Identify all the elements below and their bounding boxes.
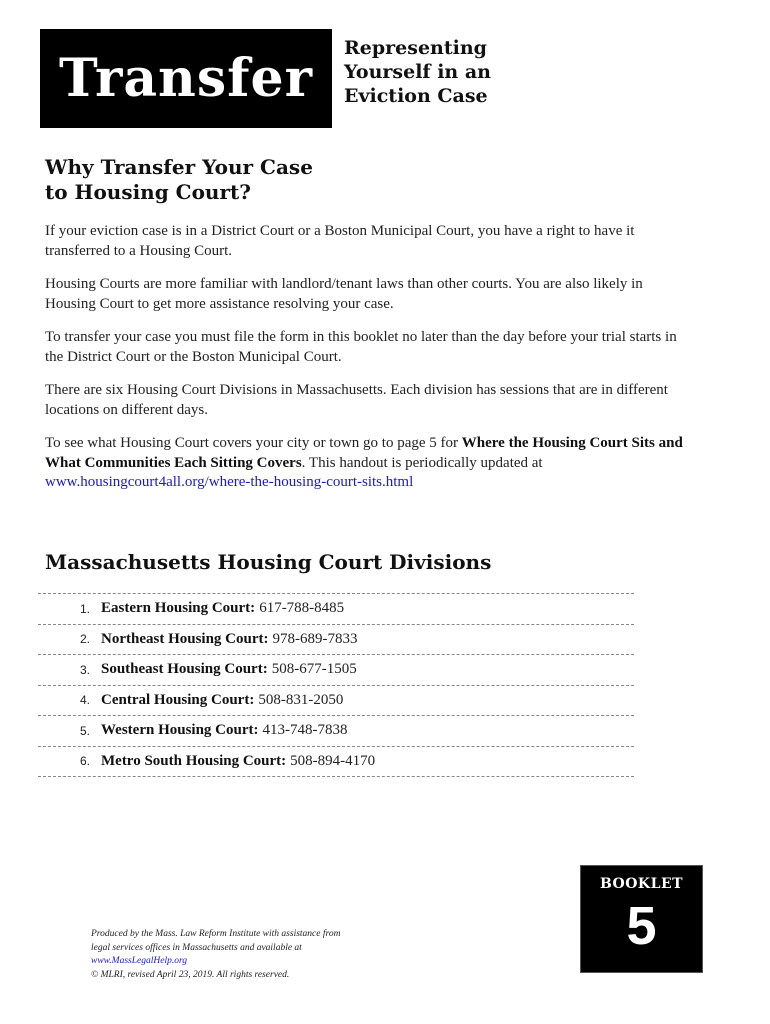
booklet-number: 5 [626, 896, 657, 956]
list-item [38, 716, 634, 747]
divisions-heading: Massachusetts Housing Court Divisions [45, 550, 492, 574]
masslegalhelp-link[interactable]: www.MassLegalHelp.org [91, 956, 188, 966]
item-number: 4. [79, 693, 90, 708]
document-subtitle [344, 36, 544, 108]
paragraph-text: . This handout is periodically updated at [301, 454, 543, 471]
booklet-label: BOOKLET [599, 876, 684, 892]
item-number: 2. [79, 632, 90, 647]
subtitle-line: Representing [344, 37, 487, 59]
why-transfer-heading [45, 155, 365, 205]
court-sits-link[interactable]: www.housingcourt4all.org/where-the-housing-court-sits.html [45, 474, 414, 490]
list-item [38, 625, 634, 656]
list-item [38, 655, 634, 686]
court-name: Western Housing Court: [101, 722, 259, 739]
subtitle-line: Yourself in an [344, 61, 491, 83]
why-transfer-body [45, 222, 695, 507]
paragraph: To transfer your case you must file the form in this booklet no later than the day before your trial starts in the District Court or the Boston Municipal Court. [45, 329, 677, 365]
list-item [38, 747, 634, 778]
court-phone: 978-689-7833 [272, 630, 358, 647]
footer-line: © MLRI, revised April 23, 2019. All rights reserved. [91, 969, 290, 980]
paragraph-text: To see what Housing Court covers your city or town go to page 5 for [45, 435, 462, 451]
document-title: Transfer [59, 48, 313, 109]
booklet-badge [580, 865, 703, 973]
court-phone: 413-748-7838 [262, 722, 348, 739]
item-number: 3. [79, 662, 90, 677]
divisions-list [38, 593, 634, 777]
footer-credits [91, 928, 431, 982]
list-item [38, 686, 634, 717]
court-name: Southeast Housing Court: [101, 661, 268, 678]
footer-line: Produced by the Mass. Law Reform Institute with assistance from [91, 929, 341, 939]
heading-line: to Housing Court? [45, 180, 251, 204]
court-name: Eastern Housing Court: [101, 600, 256, 617]
court-phone: 508-677-1505 [271, 661, 357, 678]
paragraph [45, 434, 695, 493]
court-name: Northeast Housing Court: [101, 630, 269, 647]
subtitle-line: Eviction Case [344, 85, 488, 107]
court-name: Central Housing Court: [101, 691, 255, 708]
list-item [38, 594, 634, 625]
item-number: 6. [79, 754, 90, 769]
title-banner [40, 29, 332, 128]
footer-text: legal services offices in Massachusetts and available at [91, 942, 302, 953]
court-phone: 617-788-8485 [259, 600, 345, 617]
court-phone: 508-831-2050 [258, 691, 344, 708]
item-number: 5. [79, 723, 90, 738]
paragraph: There are six Housing Court Divisions in Massachusetts. Each division has sessions that are in different locations on different days. [45, 382, 668, 418]
court-phone: 508-894-4170 [290, 752, 376, 769]
bold-reference: Where the Housing Court Sits and What Communities Each Sitting Covers [45, 435, 683, 471]
court-name: Metro South Housing Court: [101, 752, 287, 769]
paragraph: Housing Courts are more familiar with landlord/tenant laws than other courts. You are also likely in Housing Court to get more assistance resolving your case. [45, 276, 643, 312]
heading-line: Why Transfer Your Case [45, 155, 313, 179]
footer-line [91, 942, 431, 969]
paragraph: If your eviction case is in a District Court or a Boston Municipal Court, you have a right to have it transferred to a Housing Court. [45, 223, 635, 259]
item-number: 1. [79, 601, 90, 616]
